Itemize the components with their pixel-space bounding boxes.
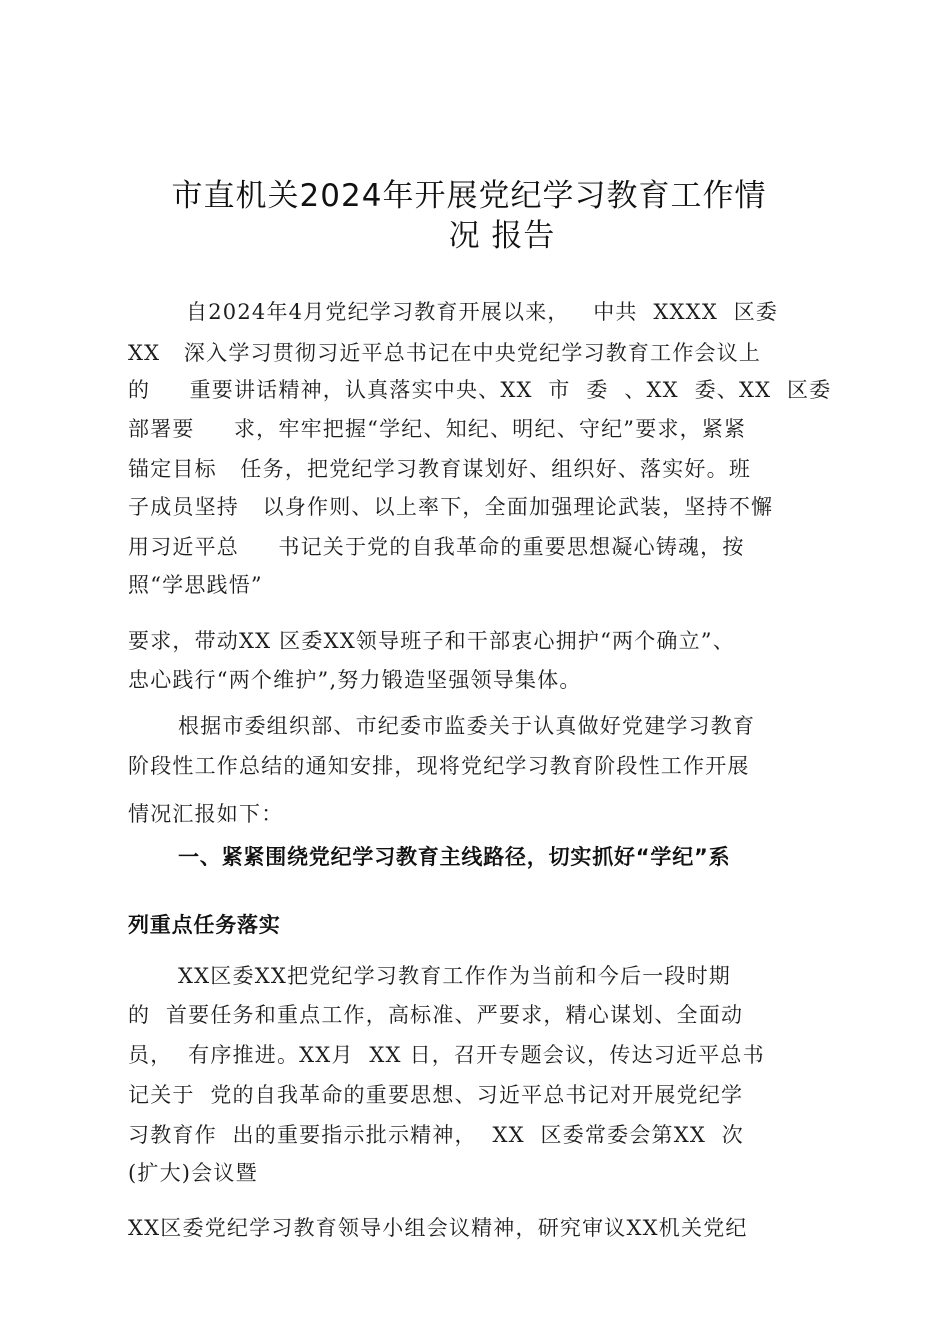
section-1-heading-line-1: 一、紧紧围绕党纪学习教育主线路径，切实抓好“学纪”系	[178, 845, 731, 869]
paragraph-2-line: 要求，带动XX 区委XX领导班子和干部衷心拥护“两个确立”、	[128, 629, 735, 653]
paragraph-3-line: 情况汇报如下：	[128, 802, 284, 826]
paragraph-1-line: 用习近平总 书记关于党的自我革命的重要思想凝心铸魂，按	[128, 535, 745, 559]
document-title-line-1: 市直机关2024年开展党纪学习教育工作情	[171, 178, 767, 214]
paragraph-1-line: XX 深入学习贯彻习近平总书记在中央党纪学习教育工作会议上	[128, 341, 762, 365]
paragraph-3-line: 根据市委组织部、市纪委市监委关于认真做好党建学习教育	[178, 714, 756, 738]
paragraph-4-line: 员， 有序推进。XX月 XX 日，召开专题会议，传达习近平总书	[128, 1043, 765, 1067]
paragraph-1-line: 照“学思践悟”	[128, 573, 263, 597]
paragraph-1-line: 部署要 求，牢牢把握“学纪、知纪、明纪、守纪”要求，紧紧	[128, 417, 747, 441]
section-1-heading-line-2: 列重点任务落实	[128, 913, 281, 937]
paragraph-3-line: 阶段性工作总结的通知安排，现将党纪学习教育阶段性工作开展	[128, 754, 750, 778]
paragraph-4-line: 的 首要任务和重点工作，高标准、严要求，精心谋划、全面动	[128, 1003, 744, 1027]
paragraph-1-line: 锚定目标 任务，把党纪学习教育谋划好、组织好、落实好。班	[128, 457, 752, 481]
paragraph-2-line: 忠心践行“两个维护”,努力锻造坚强领导集体。	[128, 668, 582, 692]
paragraph-1-line: 的 重要讲话精神，认真落实中央、XX 市 委 、XX 委、XX 区委	[128, 378, 832, 402]
paragraph-4-line: (扩大)会议暨	[128, 1161, 258, 1185]
paragraph-1-line: 子成员坚持 以身作则、以上率下，全面加强理论武装，坚持不懈	[128, 495, 774, 519]
paragraph-4-line: 习教育作 出的重要指示批示精神， XX 区委常委会第XX 次	[128, 1123, 745, 1147]
paragraph-4-line: 记关于 党的自我革命的重要思想、习近平总书记对开展党纪学	[128, 1083, 744, 1107]
paragraph-5-line: XX区委党纪学习教育领导小组会议精神，研究审议XX机关党纪	[128, 1216, 748, 1240]
document-title-line-2: 况 报告	[448, 218, 556, 254]
paragraph-1-line: 自2024年4月党纪学习教育开展以来， 中共 XXXX 区委	[186, 300, 779, 324]
paragraph-4-line: XX区委XX把党纪学习教育工作作为当前和今后一段时期	[178, 964, 731, 988]
